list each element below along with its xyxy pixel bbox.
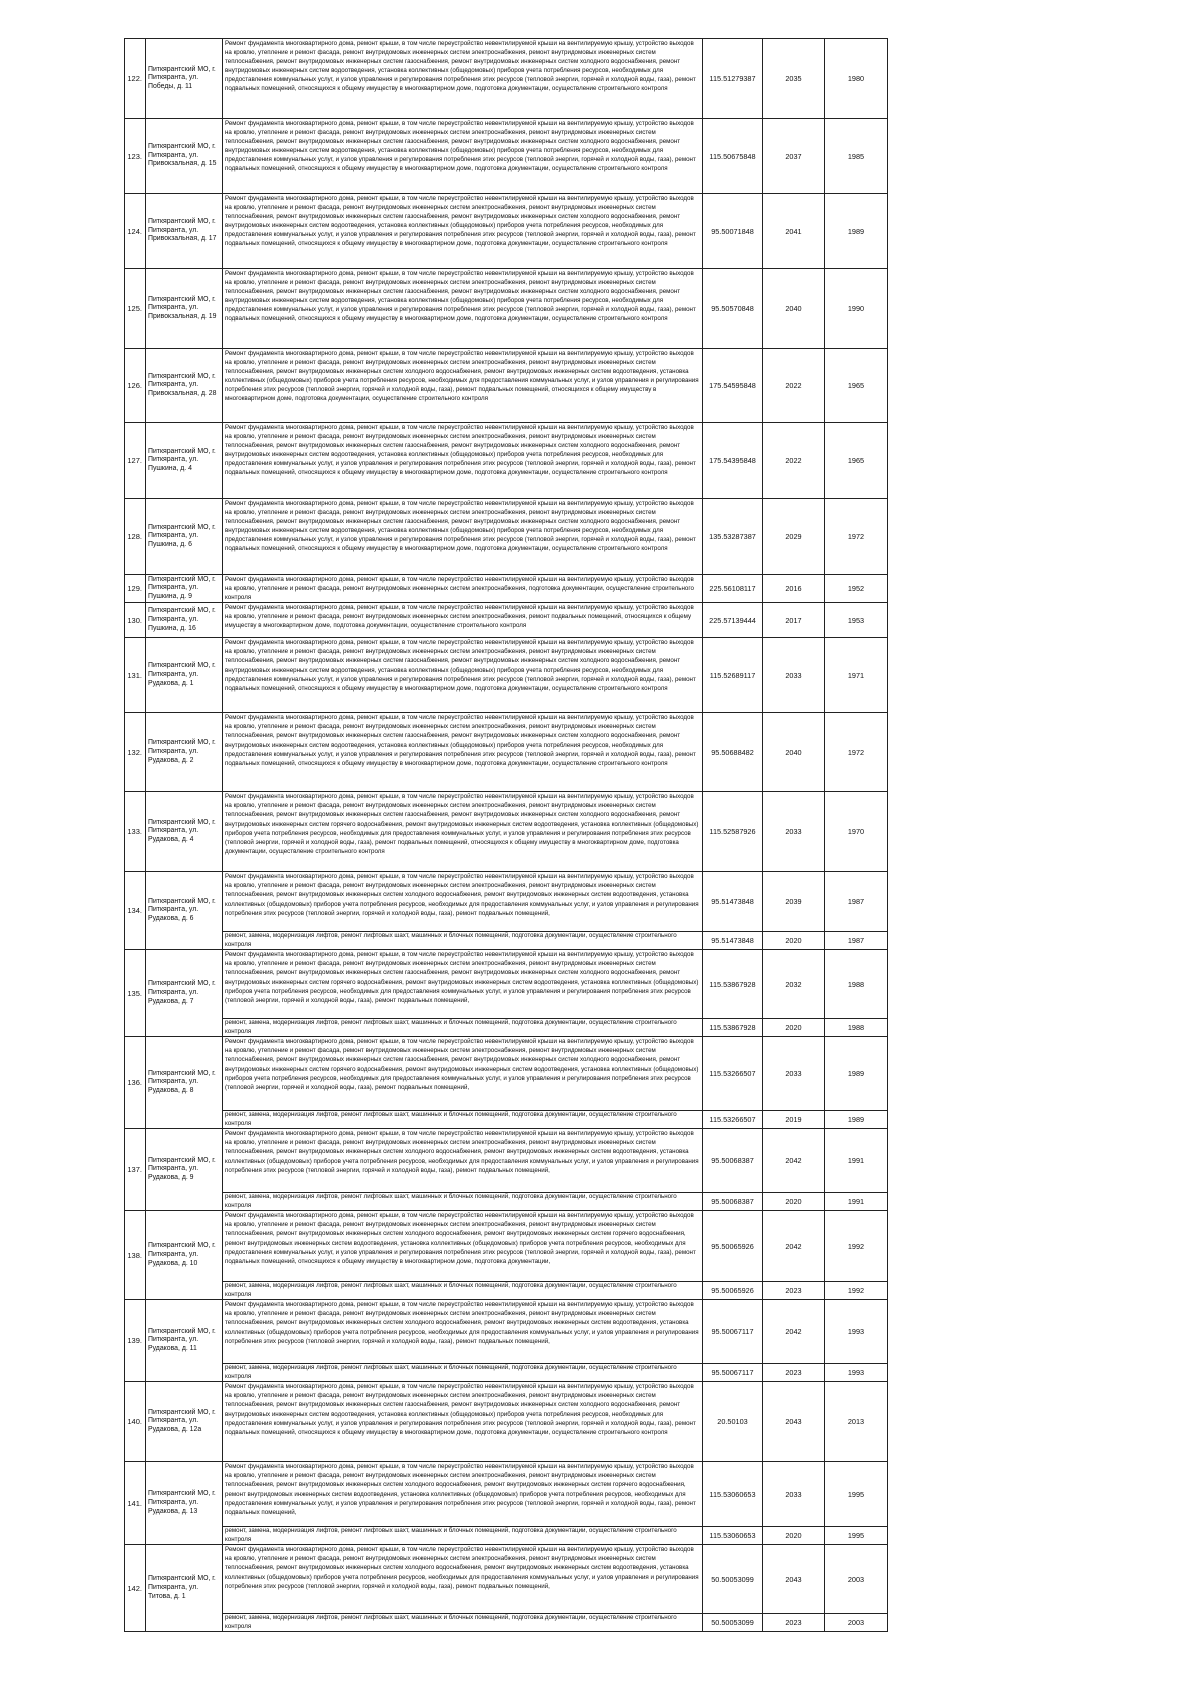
row-cost: 115.53266507	[703, 1111, 763, 1129]
table-subrow	[125, 1019, 888, 1037]
row-works: Ремонт фундамента многоквартирного дома, ремонт крыши, в том числе переустройство невентилируемой крыши на вентилируемую крышу, устройство выходов на кровлю, утепление и ремонт фасада, ремонт внутридомовых инженерных систем электроснабжения, ремонт внутридомовых инженерных систем теплоснабжения, ремонт внутридомовых инженерных систем газоснабжения, ремонт внутридомовых инженерных систем холодного водоснабжения, ремонт внутридомовых инженерных систем водоотведения, установка коллективных (общедомовых) приборов учета потребления ресурсов, необходимых для предоставления коммунальных услуг, и узлов управления и регулирования потребления этих ресурсов (тепловой энергии, горячей и холодной воды, газа), ремонт подвальных помещений, относящихся к общему имуществу в многоквартирном доме, подготовка документации, осуществление строительного контроля	[223, 1382, 703, 1462]
row-cost: 115.53867928	[703, 1019, 763, 1037]
row-year: 2019	[763, 1111, 825, 1129]
table-subrow	[125, 1527, 888, 1545]
table-row	[125, 1462, 888, 1527]
table-row	[125, 423, 888, 499]
row-address: Питкярантский МО, г. Питкяранта, ул. Рудакова, д. 12а	[146, 1382, 223, 1462]
row-number: 136.	[125, 1037, 146, 1129]
row-number: 135.	[125, 950, 146, 1037]
row-address: Питкярантский МО, г. Питкяранта, ул. Рудакова, д. 4	[146, 792, 223, 872]
table-row	[125, 713, 888, 792]
row-built-year: 1970	[825, 792, 888, 872]
row-year: 2042	[763, 1129, 825, 1193]
row-built-year: 1992	[825, 1211, 888, 1282]
row-built-year: 1952	[825, 575, 888, 603]
row-works: Ремонт фундамента многоквартирного дома, ремонт крыши, в том числе переустройство невентилируемой крыши на вентилируемую крышу, устройство выходов на кровлю, утепление и ремонт фасада, ремонт внутридомовых инженерных систем электроснабжения, ремонт внутридомовых инженерных систем теплоснабжения, ремонт внутридомовых инженерных систем газоснабжения, ремонт внутридомовых инженерных систем холодного водоснабжения, ремонт внутридомовых инженерных систем водоотведения, установка коллективных (общедомовых) приборов учета потребления ресурсов, необходимых для предоставления коммунальных услуг, и узлов управления и регулирования потребления этих ресурсов (тепловой энергии, горячей и холодной воды, газа), ремонт подвальных помещений, относящихся к общему имуществу в многоквартирном доме, подготовка документации, осуществление строительного контроля	[223, 119, 703, 194]
row-cost: 95.50071848	[703, 194, 763, 269]
row-built-year: 1995	[825, 1527, 888, 1545]
row-cost: 50.50053099	[703, 1614, 763, 1632]
row-address: Питкярантский МО, г. Питкяранта, ул. Пушкина, д. 4	[146, 423, 223, 499]
row-built-year: 1965	[825, 349, 888, 423]
row-built-year: 2003	[825, 1545, 888, 1614]
row-number: 139.	[125, 1300, 146, 1382]
row-works: Ремонт фундамента многоквартирного дома, ремонт крыши, в том числе переустройство невентилируемой крыши на вентилируемую крышу, устройство выходов на кровлю, утепление и ремонт фасада, ремонт внутридомовых инженерных систем электроснабжения, ремонт внутридомовых инженерных систем теплоснабжения, ремонт внутридомовых инженерных систем холодного водоснабжения, ремонт внутридомовых инженерных систем водоотведения, установка коллективных (общедомовых) приборов учета потребления ресурсов, необходимых для предоставления коммунальных услуг, и узлов управления и регулирования потребления этих ресурсов (тепловой энергии, горячей и холодной воды, газа), ремонт подвальных помещений,	[223, 872, 703, 932]
row-year: 2020	[763, 1019, 825, 1037]
row-year: 2033	[763, 1462, 825, 1527]
table-row	[125, 1545, 888, 1614]
row-number: 140.	[125, 1382, 146, 1462]
row-built-year: 1993	[825, 1364, 888, 1382]
table-row	[125, 872, 888, 932]
row-number: 132.	[125, 713, 146, 792]
row-cost: 225.57139444	[703, 603, 763, 638]
row-cost: 115.53867928	[703, 950, 763, 1019]
row-year: 2020	[763, 1527, 825, 1545]
row-cost: 225.56108117	[703, 575, 763, 603]
row-built-year: 1988	[825, 1019, 888, 1037]
row-works: Ремонт фундамента многоквартирного дома, ремонт крыши, в том числе переустройство невентилируемой крыши на вентилируемую крышу, устройство выходов на кровлю, утепление и ремонт фасада, ремонт внутридомовых инженерных систем электроснабжения, ремонт внутридомовых инженерных систем теплоснабжения, ремонт внутридомовых инженерных систем холодного водоснабжения, ремонт внутридомовых инженерных систем горячего водоснабжения, ремонт внутридомовых инженерных систем водоотведения, установка коллективных (общедомовых) приборов учета потребления ресурсов, необходимых для предоставления коммунальных услуг, и узлов управления и регулирования потребления этих ресурсов (тепловой энергии, горячей и холодной воды, газа), ремонт подвальных помещений,	[223, 1462, 703, 1527]
row-number: 137.	[125, 1129, 146, 1211]
table-subrow	[125, 1111, 888, 1129]
row-works: Ремонт фундамента многоквартирного дома, ремонт крыши, в том числе переустройство невентилируемой крыши на вентилируемую крышу, устройство выходов на кровлю, утепление и ремонт фасада, ремонт внутридомовых инженерных систем электроснабжения, ремонт подвальных помещений, относящихся к общему имуществу в многоквартирном доме, подготовка документации, осуществление строительного контроля	[223, 603, 703, 638]
row-year: 2043	[763, 1382, 825, 1462]
row-works: Ремонт фундамента многоквартирного дома, ремонт крыши, в том числе переустройство невентилируемой крыши на вентилируемую крышу, устройство выходов на кровлю, утепление и ремонт фасада, ремонт внутридомовых инженерных систем электроснабжения, ремонт внутридомовых инженерных систем теплоснабжения, ремонт внутридомовых инженерных систем холодного водоснабжения, ремонт внутридомовых инженерных систем водоотведения, установка коллективных (общедомовых) приборов учета потребления ресурсов, необходимых для предоставления коммунальных услуг, и узлов управления и регулирования потребления этих ресурсов (тепловой энергии, горячей и холодной воды, газа), ремонт подвальных помещений, относящихся к общему имуществу в многоквартирном доме, подготовка документации, осуществление строительного контроля	[223, 349, 703, 423]
row-works: Ремонт фундамента многоквартирного дома, ремонт крыши, в том числе переустройство невентилируемой крыши на вентилируемую крышу, устройство выходов на кровлю, утепление и ремонт фасада, ремонт внутридомовых инженерных систем электроснабжения, ремонт внутридомовых инженерных систем теплоснабжения, ремонт внутридомовых инженерных систем холодного водоснабжения, ремонт внутридомовых инженерных систем водоотведения, установка коллективных (общедомовых) приборов учета потребления ресурсов, необходимых для предоставления коммунальных услуг, и узлов управления и регулирования потребления этих ресурсов (тепловой энергии, горячей и холодной воды, газа), ремонт подвальных помещений,	[223, 1129, 703, 1193]
table-row	[125, 349, 888, 423]
row-address: Питкярантский МО, г. Питкяранта, ул. Рудакова, д. 6	[146, 872, 223, 950]
row-built-year: 1989	[825, 194, 888, 269]
row-works: Ремонт фундамента многоквартирного дома, ремонт крыши, в том числе переустройство невентилируемой крыши на вентилируемую крышу, устройство выходов на кровлю, утепление и ремонт фасада, ремонт внутридомовых инженерных систем электроснабжения, ремонт внутридомовых инженерных систем теплоснабжения, ремонт внутридомовых инженерных систем газоснабжения, ремонт внутридомовых инженерных систем холодного водоснабжения, ремонт внутридомовых инженерных систем горячего водоснабжения, ремонт внутридомовых инженерных систем водоотведения, установка коллективных (общедомовых) приборов учета потребления ресурсов, необходимых для предоставления коммунальных услуг, и узлов управления и регулирования потребления этих ресурсов (тепловой энергии, горячей и холодной воды, газа), ремонт подвальных помещений,	[223, 1037, 703, 1111]
row-number: 141.	[125, 1462, 146, 1545]
row-built-year: 1990	[825, 269, 888, 349]
row-number: 127.	[125, 423, 146, 499]
row-address: Питкярантский МО, г. Питкяранта, ул. Титова, д. 1	[146, 1545, 223, 1632]
row-year: 2037	[763, 119, 825, 194]
row-year: 2029	[763, 499, 825, 575]
row-address: Питкярантский МО, г. Питкяранта, ул. Рудакова, д. 13	[146, 1462, 223, 1545]
row-number: 129.	[125, 575, 146, 603]
row-works: Ремонт фундамента многоквартирного дома, ремонт крыши, в том числе переустройство невентилируемой крыши на вентилируемую крышу, устройство выходов на кровлю, утепление и ремонт фасада, ремонт внутридомовых инженерных систем электроснабжения, ремонт внутридомовых инженерных систем теплоснабжения, ремонт внутридомовых инженерных систем холодного водоснабжения, ремонт внутридомовых инженерных систем горячего водоснабжения, ремонт внутридомовых инженерных систем водоотведения, установка коллективных (общедомовых) приборов учета потребления ресурсов, необходимых для предоставления коммунальных услуг, и узлов управления и регулирования потребления этих ресурсов (тепловой энергии, горячей и холодной воды, газа), ремонт подвальных помещений, относящихся к общему имуществу в многоквартирном доме, подготовка документации,	[223, 1211, 703, 1282]
row-cost: 95.50068387	[703, 1129, 763, 1193]
table-subrow	[125, 1614, 888, 1632]
row-works: Ремонт фундамента многоквартирного дома, ремонт крыши, в том числе переустройство невентилируемой крыши на вентилируемую крышу, устройство выходов на кровлю, утепление и ремонт фасада, ремонт внутридомовых инженерных систем электроснабжения, ремонт внутридомовых инженерных систем теплоснабжения, ремонт внутридомовых инженерных систем холодного водоснабжения, ремонт внутридомовых инженерных систем водоотведения, установка коллективных (общедомовых) приборов учета потребления ресурсов, необходимых для предоставления коммунальных услуг, и узлов управления и регулирования потребления этих ресурсов (тепловой энергии, горячей и холодной воды, газа), ремонт подвальных помещений,	[223, 1545, 703, 1614]
row-year: 2040	[763, 713, 825, 792]
row-year: 2033	[763, 638, 825, 713]
row-built-year: 1987	[825, 932, 888, 950]
row-year: 2043	[763, 1545, 825, 1614]
row-number: 138.	[125, 1211, 146, 1300]
row-works: ремонт, замена, модернизация лифтов, ремонт лифтовых шахт, машинных и блочных помещений, подготовка документации, осуществление строительного контроля	[223, 1614, 703, 1632]
row-cost: 95.50688482	[703, 713, 763, 792]
row-year: 2017	[763, 603, 825, 638]
table-body	[125, 39, 888, 1632]
table-row	[125, 1211, 888, 1282]
table-row	[125, 792, 888, 872]
row-address: Питкярантский МО, г. Питкяранта, ул. Привокзальная, д. 19	[146, 269, 223, 349]
row-cost: 95.50067117	[703, 1364, 763, 1382]
row-built-year: 1972	[825, 499, 888, 575]
row-year: 2033	[763, 792, 825, 872]
row-cost: 95.50570848	[703, 269, 763, 349]
row-year: 2020	[763, 932, 825, 950]
row-number: 125.	[125, 269, 146, 349]
table-row	[125, 1300, 888, 1364]
row-works: Ремонт фундамента многоквартирного дома, ремонт крыши, в том числе переустройство невентилируемой крыши на вентилируемую крышу, устройство выходов на кровлю, утепление и ремонт фасада, ремонт внутридомовых инженерных систем электроснабжения, ремонт внутридомовых инженерных систем теплоснабжения, ремонт внутридомовых инженерных систем газоснабжения, ремонт внутридомовых инженерных систем холодного водоснабжения, ремонт внутридомовых инженерных систем горячего водоснабжения, ремонт внутридомовых инженерных систем водоотведения, установка коллективных (общедомовых) приборов учета потребления ресурсов, необходимых для предоставления коммунальных услуг, и узлов управления и регулирования потребления этих ресурсов (тепловой энергии, горячей и холодной воды, газа), ремонт подвальных помещений,	[223, 950, 703, 1019]
row-address: Питкярантский МО, г. Питкяранта, ул. Рудакова, д. 9	[146, 1129, 223, 1211]
row-address: Питкярантский МО, г. Питкяранта, ул. Привокзальная, д. 17	[146, 194, 223, 269]
row-cost: 50.50053099	[703, 1545, 763, 1614]
row-built-year: 1953	[825, 603, 888, 638]
row-cost: 95.50067117	[703, 1300, 763, 1364]
row-year: 2041	[763, 194, 825, 269]
row-works: Ремонт фундамента многоквартирного дома, ремонт крыши, в том числе переустройство невентилируемой крыши на вентилируемую крышу, устройство выходов на кровлю, утепление и ремонт фасада, ремонт внутридомовых инженерных систем электроснабжения, подготовка документации, осуществление строительного контроля	[223, 575, 703, 603]
row-year: 2016	[763, 575, 825, 603]
row-works: Ремонт фундамента многоквартирного дома, ремонт крыши, в том числе переустройство невентилируемой крыши на вентилируемую крышу, устройство выходов на кровлю, утепление и ремонт фасада, ремонт внутридомовых инженерных систем электроснабжения, ремонт внутридомовых инженерных систем теплоснабжения, ремонт внутридомовых инженерных систем холодного водоснабжения, ремонт внутридомовых инженерных систем водоотведения, установка коллективных (общедомовых) приборов учета потребления ресурсов, необходимых для предоставления коммунальных услуг, и узлов управления и регулирования потребления этих ресурсов (тепловой энергии, горячей и холодной воды, газа), ремонт подвальных помещений,	[223, 1300, 703, 1364]
table-row	[125, 119, 888, 194]
row-cost: 115.52689117	[703, 638, 763, 713]
row-address: Питкярантский МО, г. Питкяранта, ул. Пушкина, д. 16	[146, 603, 223, 638]
table-row	[125, 1129, 888, 1193]
row-cost: 135.53287387	[703, 499, 763, 575]
row-number: 130.	[125, 603, 146, 638]
row-number: 134.	[125, 872, 146, 950]
row-number: 124.	[125, 194, 146, 269]
row-address: Питкярантский МО, г. Питкяранта, ул. Рудакова, д. 8	[146, 1037, 223, 1129]
row-works: Ремонт фундамента многоквартирного дома, ремонт крыши, в том числе переустройство невентилируемой крыши на вентилируемую крышу, устройство выходов на кровлю, утепление и ремонт фасада, ремонт внутридомовых инженерных систем электроснабжения, ремонт внутридомовых инженерных систем теплоснабжения, ремонт внутридомовых инженерных систем газоснабжения, ремонт внутридомовых инженерных систем холодного водоснабжения, ремонт внутридомовых инженерных систем водоотведения, установка коллективных (общедомовых) приборов учета потребления ресурсов, необходимых для предоставления коммунальных услуг, и узлов управления и регулирования потребления этих ресурсов (тепловой энергии, горячей и холодной воды, газа), ремонт подвальных помещений, относящихся к общему имуществу в многоквартирном доме, подготовка документации, осуществление строительного контроля	[223, 423, 703, 499]
row-year: 2042	[763, 1300, 825, 1364]
table-row	[125, 1382, 888, 1462]
row-built-year: 1965	[825, 423, 888, 499]
row-address: Питкярантский МО, г. Питкяранта, ул. Пушкина, д. 9	[146, 575, 223, 603]
row-built-year: 1991	[825, 1129, 888, 1193]
row-cost: 115.52587926	[703, 792, 763, 872]
row-cost: 20.50103	[703, 1382, 763, 1462]
row-built-year: 1987	[825, 872, 888, 932]
table-row	[125, 269, 888, 349]
row-cost: 95.51473848	[703, 932, 763, 950]
table-row	[125, 499, 888, 575]
row-cost: 115.53060653	[703, 1462, 763, 1527]
row-cost: 115.50675848	[703, 119, 763, 194]
row-year: 2042	[763, 1211, 825, 1282]
row-cost: 115.51279387	[703, 39, 763, 119]
table-subrow	[125, 932, 888, 950]
row-cost: 95.50065926	[703, 1211, 763, 1282]
row-year: 2023	[763, 1614, 825, 1632]
row-cost: 95.51473848	[703, 872, 763, 932]
row-year: 2023	[763, 1282, 825, 1300]
row-works: ремонт, замена, модернизация лифтов, ремонт лифтовых шахт, машинных и блочных помещений, подготовка документации, осуществление строительного контроля	[223, 1527, 703, 1545]
row-cost: 115.53266507	[703, 1037, 763, 1111]
row-built-year: 1989	[825, 1037, 888, 1111]
row-built-year: 1991	[825, 1193, 888, 1211]
row-address: Питкярантский МО, г. Питкяранта, ул. Рудакова, д. 11	[146, 1300, 223, 1382]
row-address: Питкярантский МО, г. Питкяранта, ул. Победы, д. 11	[146, 39, 223, 119]
row-built-year: 1995	[825, 1462, 888, 1527]
row-year: 2022	[763, 349, 825, 423]
row-works: ремонт, замена, модернизация лифтов, ремонт лифтовых шахт, машинных и блочных помещений, подготовка документации, осуществление строительного контроля	[223, 932, 703, 950]
row-built-year: 1971	[825, 638, 888, 713]
row-works: Ремонт фундамента многоквартирного дома, ремонт крыши, в том числе переустройство невентилируемой крыши на вентилируемую крышу, устройство выходов на кровлю, утепление и ремонт фасада, ремонт внутридомовых инженерных систем электроснабжения, ремонт внутридомовых инженерных систем теплоснабжения, ремонт внутридомовых инженерных систем газоснабжения, ремонт внутридомовых инженерных систем холодного водоснабжения, ремонт внутридомовых инженерных систем водоотведения, установка коллективных (общедомовых) приборов учета потребления ресурсов, необходимых для предоставления коммунальных услуг, и узлов управления и регулирования потребления этих ресурсов (тепловой энергии, горячей и холодной воды, газа), ремонт подвальных помещений, относящихся к общему имуществу в многоквартирном доме, подготовка документации, осуществление строительного контроля	[223, 39, 703, 119]
row-built-year: 1993	[825, 1300, 888, 1364]
table-row	[125, 603, 888, 638]
row-cost: 175.54595848	[703, 349, 763, 423]
row-year: 2022	[763, 423, 825, 499]
row-number: 133.	[125, 792, 146, 872]
table-row	[125, 1037, 888, 1111]
row-year: 2020	[763, 1193, 825, 1211]
row-built-year: 1988	[825, 950, 888, 1019]
row-built-year: 1992	[825, 1282, 888, 1300]
row-year: 2023	[763, 1364, 825, 1382]
capital-repair-table	[124, 38, 888, 1632]
row-address: Питкярантский МО, г. Питкяранта, ул. Привокзальная, д. 15	[146, 119, 223, 194]
row-built-year: 1985	[825, 119, 888, 194]
row-address: Питкярантский МО, г. Питкяранта, ул. Рудакова, д. 1	[146, 638, 223, 713]
row-works: Ремонт фундамента многоквартирного дома, ремонт крыши, в том числе переустройство невентилируемой крыши на вентилируемую крышу, устройство выходов на кровлю, утепление и ремонт фасада, ремонт внутридомовых инженерных систем электроснабжения, ремонт внутридомовых инженерных систем теплоснабжения, ремонт внутридомовых инженерных систем газоснабжения, ремонт внутридомовых инженерных систем холодного водоснабжения, ремонт внутридомовых инженерных систем водоотведения, установка коллективных (общедомовых) приборов учета потребления ресурсов, необходимых для предоставления коммунальных услуг, и узлов управления и регулирования потребления этих ресурсов (тепловой энергии, горячей и холодной воды, газа), ремонт подвальных помещений, относящихся к общему имуществу в многоквартирном доме, подготовка документации, осуществление строительного контроля	[223, 499, 703, 575]
row-address: Питкярантский МО, г. Питкяранта, ул. Рудакова, д. 7	[146, 950, 223, 1037]
row-address: Питкярантский МО, г. Питкяранта, ул. Рудакова, д. 10	[146, 1211, 223, 1300]
row-number: 131.	[125, 638, 146, 713]
row-works: ремонт, замена, модернизация лифтов, ремонт лифтовых шахт, машинных и блочных помещений, подготовка документации, осуществление строительного контроля	[223, 1111, 703, 1129]
row-works: ремонт, замена, модернизация лифтов, ремонт лифтовых шахт, машинных и блочных помещений, подготовка документации, осуществление строительного контроля	[223, 1019, 703, 1037]
row-works: Ремонт фундамента многоквартирного дома, ремонт крыши, в том числе переустройство невентилируемой крыши на вентилируемую крышу, устройство выходов на кровлю, утепление и ремонт фасада, ремонт внутридомовых инженерных систем электроснабжения, ремонт внутридомовых инженерных систем теплоснабжения, ремонт внутридомовых инженерных систем газоснабжения, ремонт внутридомовых инженерных систем холодного водоснабжения, ремонт внутридомовых инженерных систем водоотведения, установка коллективных (общедомовых) приборов учета потребления ресурсов, необходимых для предоставления коммунальных услуг, и узлов управления и регулирования потребления этих ресурсов (тепловой энергии, горячей и холодной воды, газа), ремонт подвальных помещений, относящихся к общему имуществу в многоквартирном доме, подготовка документации, осуществление строительного контроля	[223, 638, 703, 713]
table-row	[125, 575, 888, 603]
row-works: Ремонт фундамента многоквартирного дома, ремонт крыши, в том числе переустройство невентилируемой крыши на вентилируемую крышу, устройство выходов на кровлю, утепление и ремонт фасада, ремонт внутридомовых инженерных систем электроснабжения, ремонт внутридомовых инженерных систем теплоснабжения, ремонт внутридомовых инженерных систем газоснабжения, ремонт внутридомовых инженерных систем холодного водоснабжения, ремонт внутридомовых инженерных систем водоотведения, установка коллективных (общедомовых) приборов учета потребления ресурсов, необходимых для предоставления коммунальных услуг, и узлов управления и регулирования потребления этих ресурсов (тепловой энергии, горячей и холодной воды, газа), ремонт подвальных помещений, относящихся к общему имуществу в многоквартирном доме, подготовка документации, осуществление строительного контроля	[223, 194, 703, 269]
row-works: ремонт, замена, модернизация лифтов, ремонт лифтовых шахт, машинных и блочных помещений, подготовка документации, осуществление строительного контроля	[223, 1193, 703, 1211]
table-row	[125, 194, 888, 269]
table-row	[125, 638, 888, 713]
row-year: 2032	[763, 950, 825, 1019]
row-built-year: 1972	[825, 713, 888, 792]
table-row	[125, 950, 888, 1019]
row-built-year: 2013	[825, 1382, 888, 1462]
row-works: ремонт, замена, модернизация лифтов, ремонт лифтовых шахт, машинных и блочных помещений, подготовка документации, осуществление строительного контроля	[223, 1282, 703, 1300]
row-number: 123.	[125, 119, 146, 194]
row-year: 2039	[763, 872, 825, 932]
row-number: 122.	[125, 39, 146, 119]
row-works: Ремонт фундамента многоквартирного дома, ремонт крыши, в том числе переустройство невентилируемой крыши на вентилируемую крышу, устройство выходов на кровлю, утепление и ремонт фасада, ремонт внутридомовых инженерных систем электроснабжения, ремонт внутридомовых инженерных систем теплоснабжения, ремонт внутридомовых инженерных систем газоснабжения, ремонт внутридомовых инженерных систем холодного водоснабжения, ремонт внутридомовых инженерных систем горячего водоснабжения, ремонт внутридомовых инженерных систем водоотведения, установка коллективных (общедомовых) приборов учета потребления ресурсов, необходимых для предоставления коммунальных услуг, и узлов управления и регулирования потребления этих ресурсов (тепловой энергии, горячей и холодной воды, газа), ремонт подвальных помещений, относящихся к общему имуществу в многоквартирном доме, подготовка документации, осуществление строительного контроля	[223, 792, 703, 872]
row-cost: 95.50068387	[703, 1193, 763, 1211]
row-built-year: 1989	[825, 1111, 888, 1129]
row-year: 2040	[763, 269, 825, 349]
row-number: 142.	[125, 1545, 146, 1632]
table-subrow	[125, 1282, 888, 1300]
table-subrow	[125, 1193, 888, 1211]
row-address: Питкярантский МО, г. Питкяранта, ул. Привокзальная, д. 28	[146, 349, 223, 423]
row-year: 2033	[763, 1037, 825, 1111]
table-row	[125, 39, 888, 119]
row-address: Питкярантский МО, г. Питкяранта, ул. Пушкина, д. 6	[146, 499, 223, 575]
row-number: 128.	[125, 499, 146, 575]
row-works: ремонт, замена, модернизация лифтов, ремонт лифтовых шахт, машинных и блочных помещений, подготовка документации, осуществление строительного контроля	[223, 1364, 703, 1382]
row-works: Ремонт фундамента многоквартирного дома, ремонт крыши, в том числе переустройство невентилируемой крыши на вентилируемую крышу, устройство выходов на кровлю, утепление и ремонт фасада, ремонт внутридомовых инженерных систем электроснабжения, ремонт внутридомовых инженерных систем теплоснабжения, ремонт внутридомовых инженерных систем газоснабжения, ремонт внутридомовых инженерных систем холодного водоснабжения, ремонт внутридомовых инженерных систем водоотведения, установка коллективных (общедомовых) приборов учета потребления ресурсов, необходимых для предоставления коммунальных услуг, и узлов управления и регулирования потребления этих ресурсов (тепловой энергии, горячей и холодной воды, газа), ремонт подвальных помещений, относящихся к общему имуществу в многоквартирном доме, подготовка документации, осуществление строительного контроля	[223, 713, 703, 792]
row-cost: 175.54395848	[703, 423, 763, 499]
row-number: 126.	[125, 349, 146, 423]
row-built-year: 2003	[825, 1614, 888, 1632]
row-works: Ремонт фундамента многоквартирного дома, ремонт крыши, в том числе переустройство невентилируемой крыши на вентилируемую крышу, устройство выходов на кровлю, утепление и ремонт фасада, ремонт внутридомовых инженерных систем электроснабжения, ремонт внутридомовых инженерных систем теплоснабжения, ремонт внутридомовых инженерных систем газоснабжения, ремонт внутридомовых инженерных систем холодного водоснабжения, ремонт внутридомовых инженерных систем водоотведения, установка коллективных (общедомовых) приборов учета потребления ресурсов, необходимых для предоставления коммунальных услуг, и узлов управления и регулирования потребления этих ресурсов (тепловой энергии, горячей и холодной воды, газа), ремонт подвальных помещений, относящихся к общему имуществу в многоквартирном доме, подготовка документации, осуществление строительного контроля	[223, 269, 703, 349]
row-cost: 115.53060653	[703, 1527, 763, 1545]
row-address: Питкярантский МО, г. Питкяранта, ул. Рудакова, д. 2	[146, 713, 223, 792]
row-built-year: 1980	[825, 39, 888, 119]
table-subrow	[125, 1364, 888, 1382]
row-cost: 95.50065926	[703, 1282, 763, 1300]
row-year: 2035	[763, 39, 825, 119]
